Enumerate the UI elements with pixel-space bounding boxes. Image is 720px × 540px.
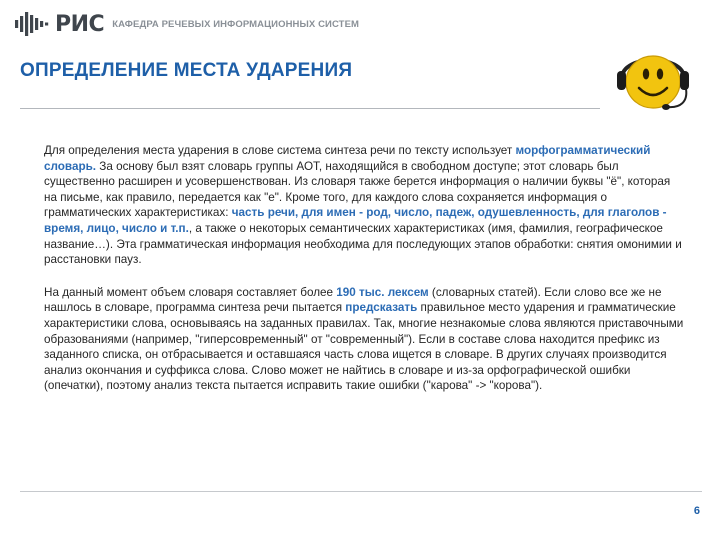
paragraph-prediction (44, 285, 684, 394)
p2-highlight-size: 190 тыс. лексем (336, 285, 429, 299)
p1-text-1: Для определения места ударения в слове система синтеза речи по тексту использует (44, 144, 516, 157)
p1-highlight-features: часть речи, для имен - род, число, падеж, одушевленность, для глаголов - время, лицо, число и т.п. (44, 206, 667, 235)
smiley-headset-icon (606, 44, 700, 118)
logo (14, 9, 359, 39)
p2-text-2: (словарных статей). Если слово все же не нашлось в словаре, программа синтеза речи пытается (44, 285, 662, 315)
p1-text-3: , а также о некоторых семантических характеристиках (имя, фамилия, географическое название…). Эта грамматическая информация необходима для последующих этапов обработки: снятия омонимии и расстановки пауз. (44, 221, 682, 267)
slide-body (44, 143, 684, 394)
title-divider (20, 108, 600, 109)
p2-text-3: правильное место ударения и грамматические характеристики слова, основываясь на заданных правилах. Так, многие незнакомые слова являются приставочными образованиями (например, "гиперсовременный" от "современный"). Если в составе слова находится префикс из заданного списка, он отбрасывается и оставшаяся часть слова ищется в словаре. В других случаях производится анализ окончания и суффикса слова. Слово может не найтись в словаре и из-за орфографической ошибки (опечатки), поэтому анализ текста пытается исправить такие ошибки ("карова" -> "корова"). (44, 301, 684, 393)
slide-title: ОПРЕДЕЛЕНИЕ МЕСТА УДАРЕНИЯ (20, 60, 353, 81)
p1-highlight-dictionary: морфограмматический словарь. (44, 144, 651, 173)
p1-text-2: За основу был взят словарь группы АОТ, находящийся в свободном доступе; этот словарь был существенно расширен и усовершенствован. Из словаря также берется информация о наличии буквы "ё", которая на письме, как правило, передается как "е". Кроме того, для каждого слова сохраняется информация о грамматических характеристиках: (44, 159, 671, 220)
department-name: КАФЕДРА РЕЧЕВЫХ ИНФОРМАЦИОННЫХ СИСТЕМ (112, 18, 360, 30)
p2-highlight-predict: предсказать (345, 301, 418, 315)
footer-divider (20, 491, 702, 492)
paragraph-dictionary (44, 143, 684, 268)
p2-text-1: На данный момент объем словаря составляет более (44, 285, 337, 299)
page-number: 6 (693, 505, 700, 517)
sound-wave-logo-icon (14, 11, 50, 37)
logo-name: РИС (55, 11, 105, 37)
